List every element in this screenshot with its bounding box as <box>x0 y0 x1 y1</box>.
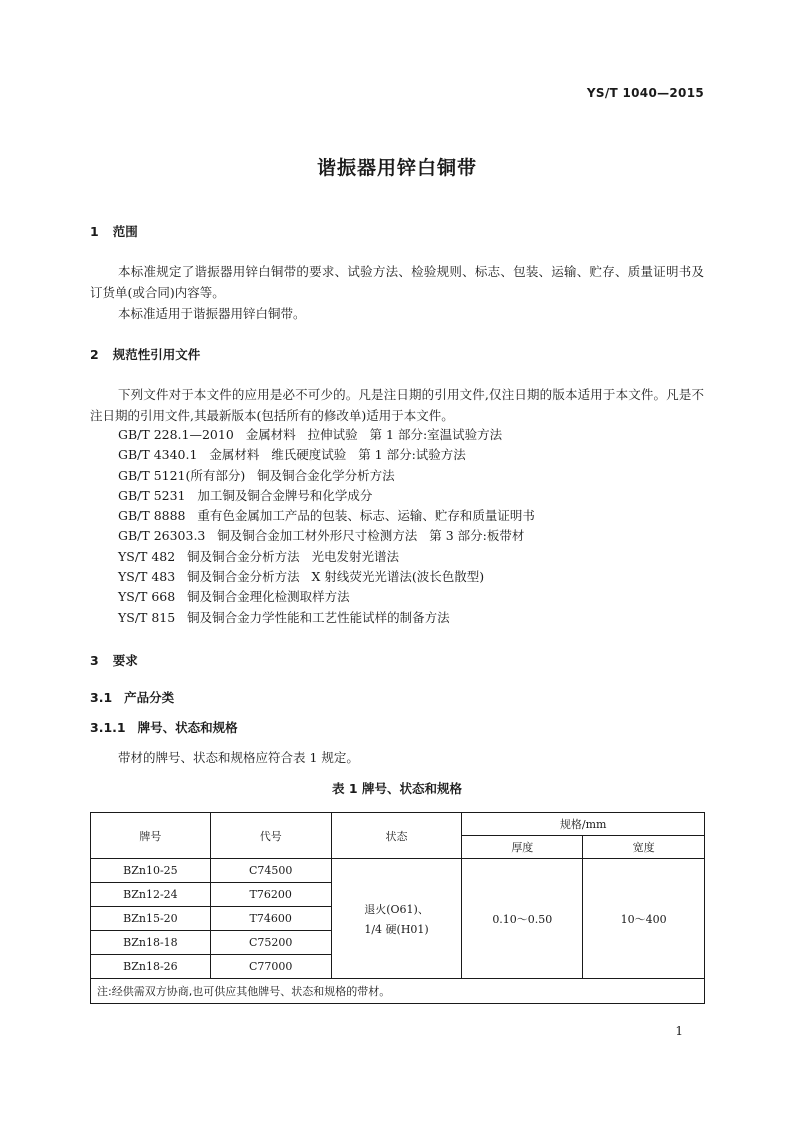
scope-paragraph-1: 本标准规定了谐振器用锌白铜带的要求、试验方法、检验规则、标志、包装、运输、贮存、质量证明书及订货单(或合同)内容等。 <box>90 264 704 300</box>
grade-cell: BZn12-24 <box>91 883 211 907</box>
table-row <box>91 859 705 883</box>
reference-item: GB/T 228.1—2010 金属材料 拉伸试验 第 1 部分:室温试验方法 <box>118 427 503 442</box>
reference-item: YS/T 815 铜及铜合金力学性能和工艺性能试样的制备方法 <box>118 609 450 625</box>
section-1-heading <box>90 222 138 240</box>
code-cell: C75200 <box>210 931 331 955</box>
table-caption: 表 1 牌号、状态和规格 <box>332 781 462 796</box>
reference-item: GB/T 4340.1 金属材料 维氏硬度试验 第 1 部分:试验方法 <box>118 447 466 463</box>
code-cell: C74500 <box>210 859 331 883</box>
section-title: 要求 <box>112 653 138 668</box>
reference-item: GB/T 5121(所有部分) 铜及铜合金化学分析方法 <box>118 467 395 483</box>
references-intro: 下列文件对于本文件的应用是必不可少的。凡是注日期的引用文件,仅注日期的版本适用于本文件。凡是不注日期的引用文件,其最新版本(包括所有的修改单)适用于本文件。 <box>90 387 704 423</box>
reference-item: GB/T 5231 加工铜及铜合金牌号和化学成分 <box>118 487 373 503</box>
grade-cell: BZn10-25 <box>91 859 211 883</box>
section-number: 2 <box>90 347 99 362</box>
section-title: 牌号、状态和规格 <box>137 720 238 735</box>
section-title: 范围 <box>112 224 138 239</box>
table-reference-text: 带材的牌号、状态和规格应符合表 1 规定。 <box>118 750 359 765</box>
section-number: 3 <box>90 653 99 668</box>
section-3-1-1-heading <box>90 718 238 736</box>
state-cell <box>331 859 462 979</box>
header-state: 状态 <box>331 813 462 859</box>
grade-cell: BZn18-26 <box>91 955 211 979</box>
thickness-cell: 0.10～0.50 <box>462 859 583 979</box>
code-cell: T76200 <box>210 883 331 907</box>
code-cell: C77000 <box>210 955 331 979</box>
section-number: 3.1.1 <box>90 720 126 735</box>
reference-item: GB/T 26303.3 铜及铜合金加工材外形尺寸检测方法 第 3 部分:板带材 <box>118 528 525 544</box>
header-spec: 规格/mm <box>462 813 705 836</box>
reference-list <box>118 425 535 628</box>
section-title: 规范性引用文件 <box>112 347 201 362</box>
document-title: 谐振器用锌白铜带 <box>316 157 477 179</box>
reference-item: GB/T 8888 重有色金属加工产品的包装、标志、运输、贮存和质量证明书 <box>118 508 535 524</box>
grade-cell: BZn18-18 <box>91 931 211 955</box>
header-code: 代号 <box>210 813 331 859</box>
header-grade: 牌号 <box>91 813 211 859</box>
reference-item: YS/T 482 铜及铜合金分析方法 光电发射光谱法 <box>118 548 400 564</box>
section-2-heading <box>90 345 200 363</box>
code-cell: T74600 <box>210 907 331 931</box>
page-number: 1 <box>675 1024 683 1038</box>
section-number: 3.1 <box>90 690 113 705</box>
table-note: 注:经供需双方协商,也可供应其他牌号、状态和规格的带材。 <box>91 979 705 1004</box>
section-title: 产品分类 <box>124 690 175 705</box>
width-cell: 10～400 <box>583 859 705 979</box>
state-line: 1/4 硬(H01) <box>364 922 429 936</box>
section-3-1-heading <box>90 688 174 706</box>
grade-cell: BZn15-20 <box>91 907 211 931</box>
reference-item: YS/T 483 铜及铜合金分析方法 X 射线荧光光谱法(波长色散型) <box>118 569 485 585</box>
header-thickness: 厚度 <box>462 836 583 859</box>
standard-number: YS/T 1040—2015 <box>586 86 704 100</box>
scope-paragraph-2: 本标准适用于谐振器用锌白铜带。 <box>118 306 306 321</box>
reference-item: YS/T 668 铜及铜合金理化检测取样方法 <box>118 589 350 605</box>
section-number: 1 <box>90 224 99 239</box>
spec-table <box>90 812 705 1004</box>
state-line: 退火(O61)、 <box>364 902 429 916</box>
section-3-heading <box>90 651 138 669</box>
header-width: 宽度 <box>583 836 705 859</box>
